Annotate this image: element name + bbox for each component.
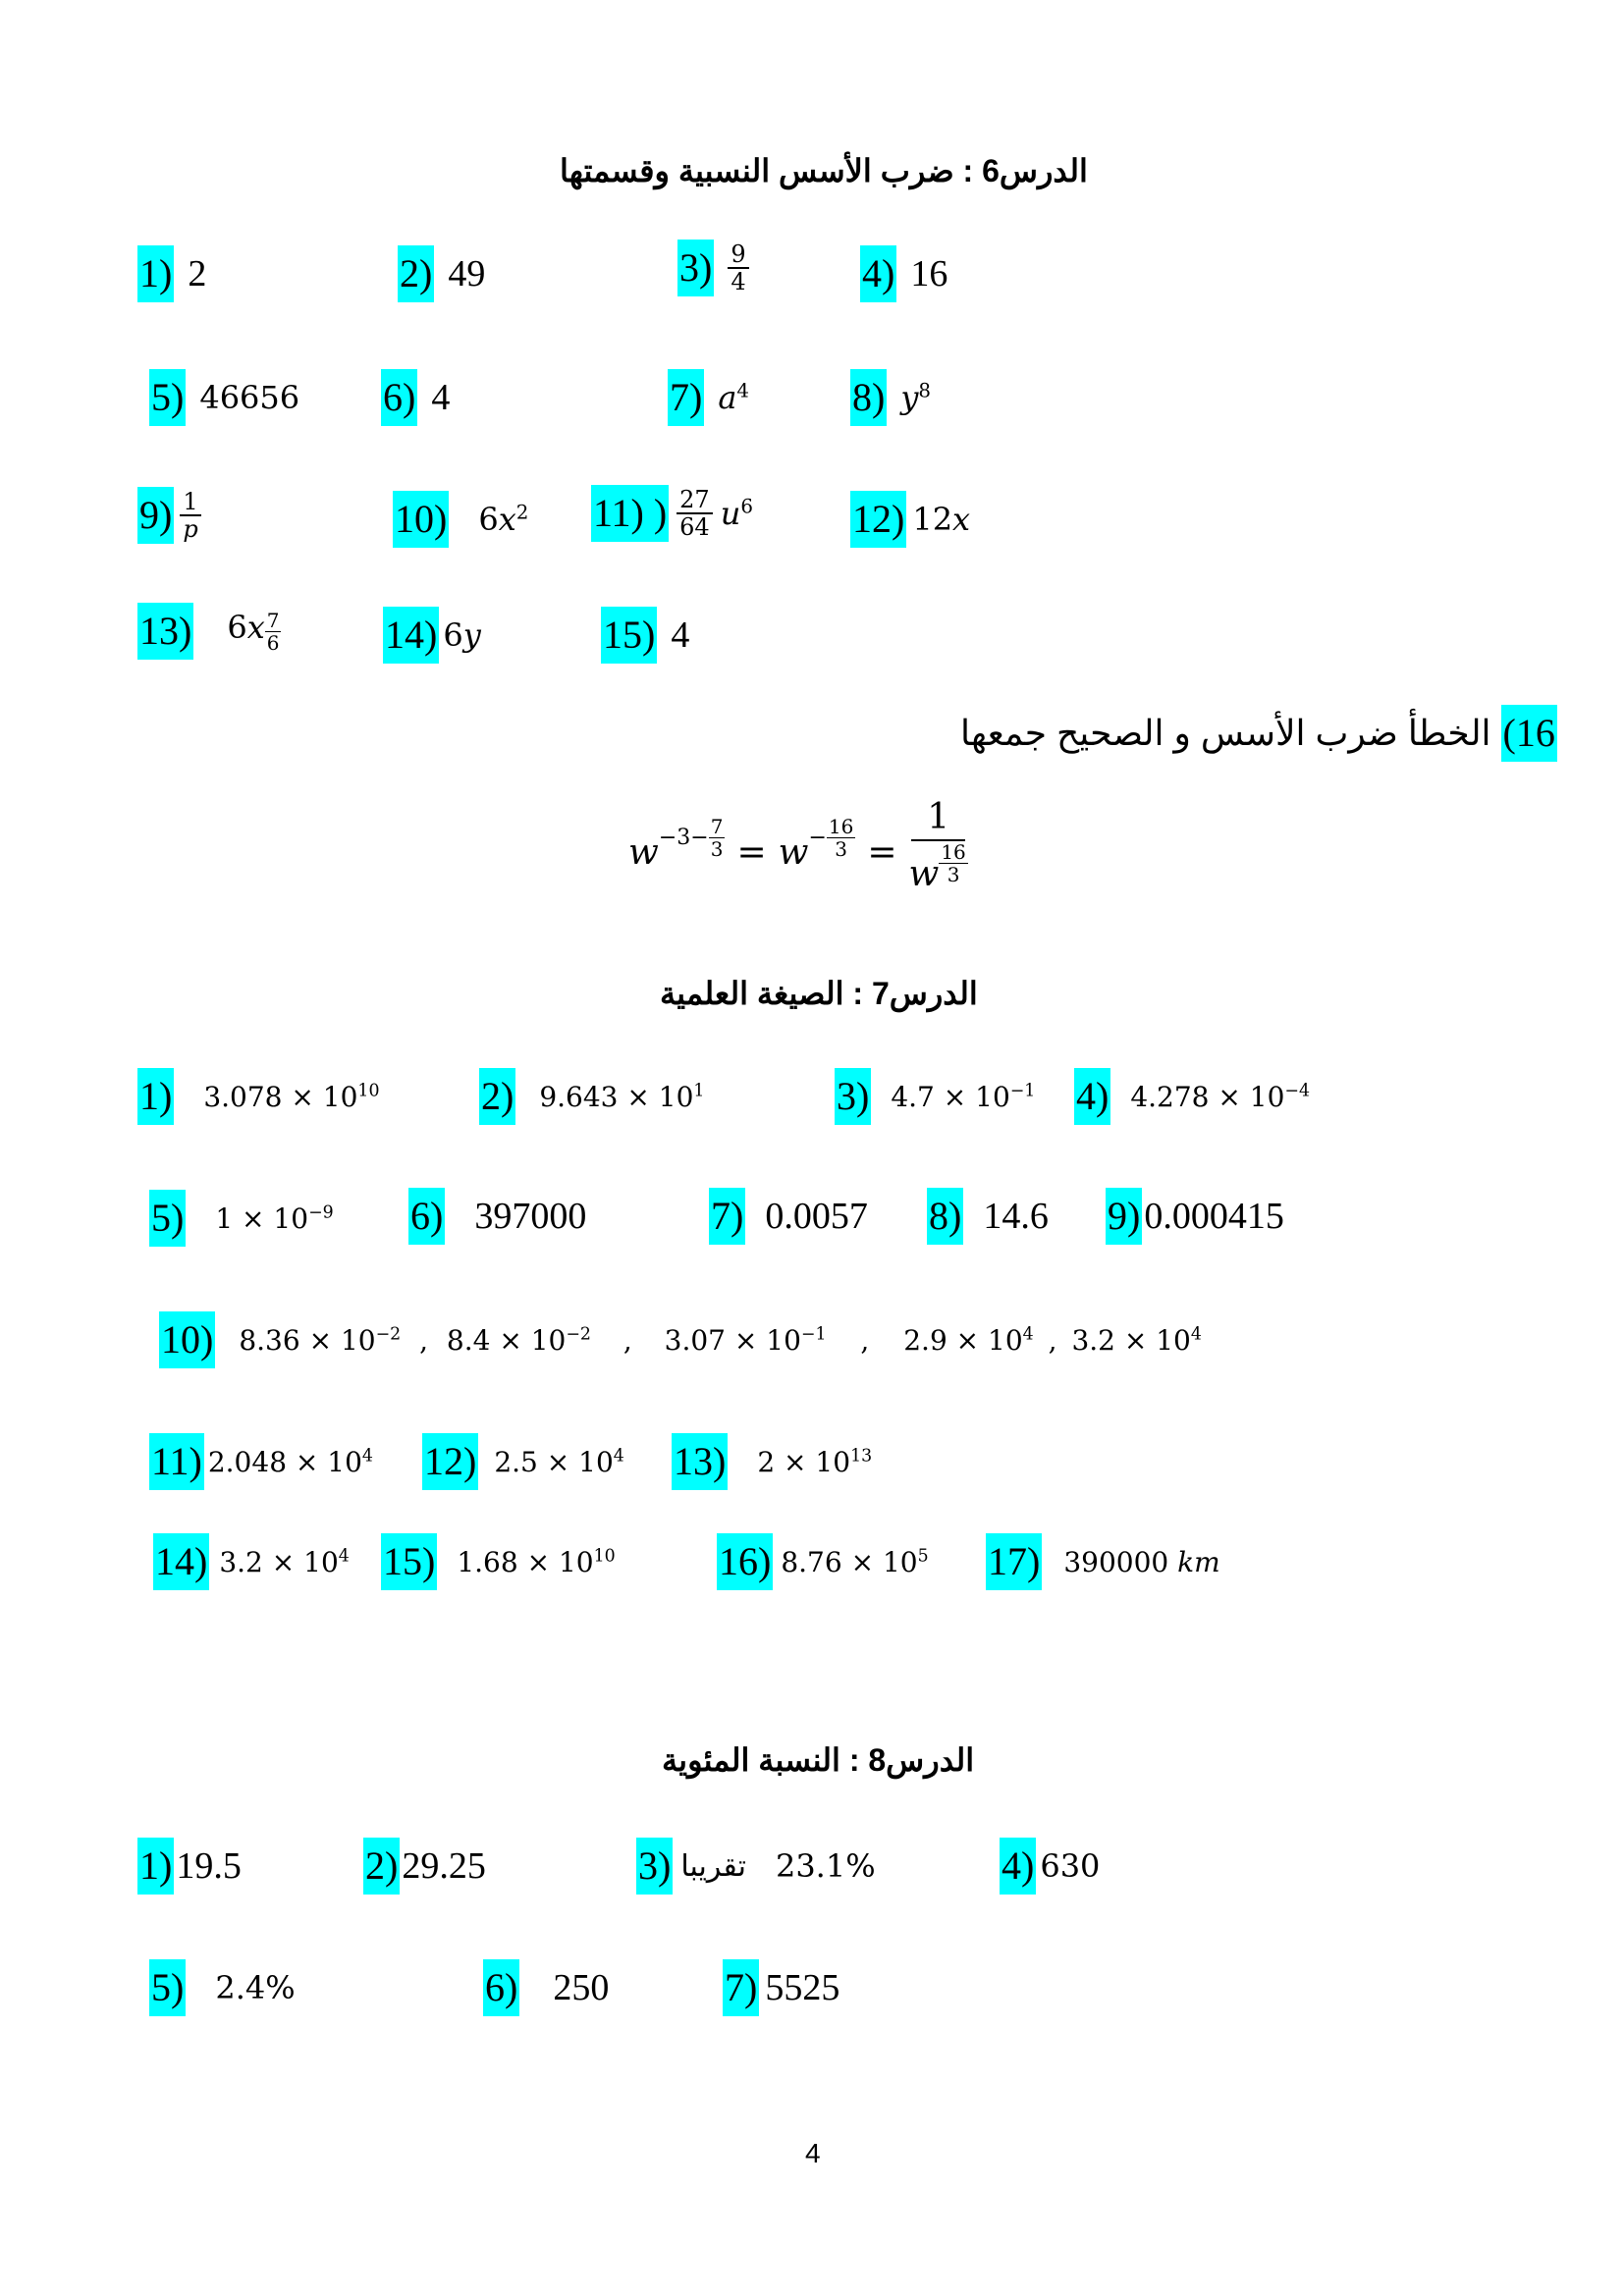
l6-item-14	[383, 607, 481, 664]
l8-item-3	[636, 1838, 876, 1895]
exponent: 13	[850, 1446, 873, 1467]
list-entry: $8.36 \times 10^{-2}$	[239, 1323, 402, 1357]
answer: 0.000415	[1144, 1196, 1284, 1237]
answer	[208, 1446, 373, 1478]
base: 10	[658, 1080, 694, 1113]
fraction	[728, 241, 748, 294]
l8-item-5	[149, 1959, 296, 2016]
item-number: 10)	[159, 1311, 215, 1368]
l7-item-2	[479, 1068, 704, 1125]
answer: 4	[431, 377, 451, 418]
base: 10	[815, 1445, 851, 1478]
item-number: 7)	[709, 1188, 745, 1245]
item-number: 5)	[149, 369, 186, 426]
item-number: 2)	[479, 1068, 515, 1125]
coefficient: 6	[443, 616, 463, 654]
base: x	[498, 501, 516, 538]
answer	[478, 501, 528, 538]
answer: 46656	[199, 379, 300, 416]
l8-item-2	[363, 1838, 486, 1895]
l7-item-5	[149, 1190, 334, 1247]
exponent-fraction	[265, 610, 282, 654]
numerator: 16	[941, 840, 966, 864]
numerator: 7	[710, 814, 724, 838]
coefficient: 6	[227, 609, 247, 647]
numerator: 1	[180, 489, 200, 516]
l6-item-13	[137, 603, 281, 660]
l7-item-4	[1074, 1068, 1310, 1125]
reciprocal-fraction	[909, 797, 968, 907]
item-number: 14)	[153, 1533, 209, 1590]
lesson8-title: الدرس8 : النسبة المئوية	[662, 1742, 975, 1778]
base: 10	[975, 1080, 1010, 1113]
answer: 250	[553, 1967, 610, 2008]
answer	[1130, 1081, 1310, 1113]
mantissa: 9.643 ×	[539, 1080, 650, 1113]
item-number: 6)	[381, 369, 417, 426]
l7-item-16	[717, 1533, 929, 1590]
mantissa: 8.76 ×	[781, 1545, 875, 1578]
exponent: 4	[361, 1446, 373, 1467]
exponent: 4	[613, 1446, 624, 1467]
mantissa: 1.68 ×	[457, 1545, 551, 1578]
lesson7-title: الدرس7 : الصيغة العلمية	[660, 976, 978, 1011]
l7-item-13	[672, 1433, 872, 1490]
mantissa: 1 ×	[215, 1201, 265, 1235]
item-number: 1)	[137, 1068, 174, 1125]
l6-item-7	[668, 369, 749, 426]
l8-item-4	[1000, 1838, 1100, 1895]
answer: 2	[188, 253, 207, 294]
answer: 16	[910, 253, 948, 294]
mantissa: 3.2 ×	[219, 1545, 296, 1578]
exponent-2	[808, 816, 855, 860]
answer	[718, 379, 749, 416]
denominator	[909, 841, 968, 907]
base-w: w	[908, 854, 940, 894]
item-number: 11) )	[591, 485, 669, 542]
item-number: 7)	[668, 369, 704, 426]
answer	[757, 1446, 872, 1478]
numerator: 1	[911, 797, 965, 841]
exponent-fraction-1	[709, 816, 726, 860]
item-number: 16)	[717, 1533, 773, 1590]
numerator: 9	[728, 241, 748, 269]
item-number: 3)	[677, 240, 714, 296]
fraction	[677, 487, 713, 540]
item-number: 8)	[850, 369, 887, 426]
denominator: 3	[835, 836, 847, 861]
base: u	[720, 495, 741, 532]
l7-item-11	[149, 1433, 373, 1490]
approx-label: تقريبا	[680, 1848, 746, 1884]
answer: 4	[671, 614, 690, 656]
base: x	[952, 501, 971, 538]
l8-item-6	[483, 1959, 609, 2016]
numerator: 27	[677, 487, 713, 514]
item-number: 8)	[927, 1188, 963, 1245]
l6-item-16	[960, 705, 1557, 762]
base-w: w	[628, 831, 659, 873]
l7-item-8	[927, 1188, 1049, 1245]
item-number: 7)	[723, 1959, 759, 2016]
answer: 14.6	[983, 1196, 1049, 1237]
exponent: 4	[736, 379, 750, 402]
lesson6-title: الدرس6 : ضرب الأسس النسبية وقسمتها	[560, 153, 1088, 188]
exponent: 8	[918, 379, 932, 402]
l6-item-10	[393, 491, 528, 548]
answer	[539, 1081, 704, 1113]
fraction	[180, 489, 200, 542]
item-number: 2)	[363, 1838, 400, 1895]
value: 390000	[1063, 1545, 1169, 1578]
answer	[219, 1546, 349, 1578]
l7-item-1	[137, 1068, 380, 1125]
base: 10	[327, 1445, 362, 1478]
exponent: −1	[1009, 1081, 1036, 1101]
coefficient: 12	[912, 501, 953, 538]
answer	[443, 616, 480, 654]
base: 10	[322, 1080, 358, 1113]
item-number: 2)	[398, 245, 434, 302]
l6-item-6	[381, 369, 450, 426]
list-entry: $3.2 \times 10^4$	[1071, 1323, 1202, 1357]
base: y	[900, 379, 919, 416]
denominator: p	[183, 515, 198, 543]
answer: 397000	[474, 1196, 587, 1237]
mantissa: 3.078 ×	[203, 1080, 314, 1113]
l7-item-3	[835, 1068, 1035, 1125]
item-number: 15)	[601, 607, 657, 664]
numerator: 16	[828, 814, 854, 838]
exponent-prefix: −3−	[658, 825, 709, 850]
base: 10	[578, 1445, 614, 1478]
unit: km	[1177, 1545, 1220, 1578]
separator: ,	[623, 1323, 632, 1357]
numerator: 7	[266, 608, 280, 632]
answer	[900, 379, 931, 416]
exponent: 5	[917, 1546, 929, 1567]
base-w: w	[778, 831, 809, 873]
answer: 19.5	[176, 1845, 242, 1887]
l7-item-9	[1106, 1188, 1284, 1245]
l6-item-3	[677, 240, 749, 296]
item-number: 3)	[835, 1068, 871, 1125]
exponent: 1	[693, 1081, 705, 1101]
answer-list	[239, 1324, 1202, 1357]
item-number: 4)	[1074, 1068, 1110, 1125]
answer	[203, 1081, 379, 1113]
l6-item-4	[860, 245, 947, 302]
answer	[912, 501, 970, 538]
exponent: 10	[357, 1081, 380, 1101]
answer	[494, 1446, 623, 1478]
item-number: 4)	[1000, 1838, 1036, 1895]
item-number: 12)	[422, 1433, 478, 1490]
mantissa: 2.5 ×	[494, 1445, 570, 1478]
base: 10	[558, 1545, 594, 1578]
exponent: 4	[338, 1546, 350, 1567]
item-number: 3)	[636, 1838, 673, 1895]
list-entry: $2.9 \times 10^4$	[903, 1323, 1034, 1357]
coefficient: 6	[478, 501, 499, 538]
answer: 29.25	[402, 1845, 486, 1887]
mantissa: 4.7 ×	[891, 1080, 967, 1113]
l7-item-6	[408, 1188, 586, 1245]
separator: ,	[860, 1323, 870, 1357]
base: a	[718, 379, 737, 416]
item-number: 16)	[1501, 705, 1557, 762]
l7-item-12	[422, 1433, 624, 1490]
item-number: 1)	[137, 245, 174, 302]
l6-item-5	[149, 369, 299, 426]
answer	[215, 1202, 333, 1235]
separator: ,	[419, 1323, 428, 1357]
item-number: 15)	[381, 1533, 437, 1590]
item-number: 9)	[137, 487, 174, 544]
item-number: 12)	[850, 491, 906, 548]
item-number: 1)	[137, 1838, 174, 1895]
l6-item-2	[398, 245, 485, 302]
denominator: 4	[731, 268, 746, 295]
answer: 49	[448, 253, 486, 294]
exponent: −4	[1284, 1081, 1310, 1101]
l7-item-14	[153, 1533, 350, 1590]
item-number: 11)	[149, 1433, 204, 1490]
mantissa: 4.278 ×	[1130, 1080, 1241, 1113]
separator: ,	[1048, 1323, 1057, 1357]
item-number: 4)	[860, 245, 896, 302]
base: 10	[273, 1201, 309, 1235]
denominator: 3	[710, 836, 724, 861]
item-number: 5)	[149, 1190, 186, 1247]
l6-item-11	[591, 485, 753, 542]
base: x	[246, 609, 265, 647]
equals-sign: =	[736, 831, 767, 873]
item-number: 9)	[1106, 1188, 1142, 1245]
answer	[891, 1081, 1035, 1113]
l6-item-1	[137, 245, 206, 302]
exponent: −9	[308, 1202, 334, 1223]
item-number: 17)	[986, 1533, 1042, 1590]
answer: 2.4%	[215, 1969, 296, 2006]
denominator: 3	[947, 863, 960, 886]
l7-item-10	[159, 1311, 1202, 1368]
item-number: 6)	[483, 1959, 519, 2016]
exponent: 10	[593, 1546, 616, 1567]
answer: 0.0057	[765, 1196, 868, 1237]
l7-item-7	[709, 1188, 868, 1245]
l8-item-7	[723, 1959, 839, 2016]
l6-item-15	[601, 607, 689, 664]
item-number: 10)	[393, 491, 449, 548]
page-number: 4	[805, 2138, 821, 2168]
mantissa: 2 ×	[757, 1445, 807, 1478]
l7-item-15	[381, 1533, 616, 1590]
exponent-1	[659, 816, 726, 860]
l6-item-8	[850, 369, 931, 426]
minus-sign: −	[808, 825, 827, 850]
exponent-fraction-3	[939, 841, 967, 885]
answer	[227, 609, 281, 653]
answer-term	[721, 495, 753, 532]
item-number: 5)	[149, 1959, 186, 2016]
base: 10	[303, 1545, 339, 1578]
answer	[457, 1546, 615, 1578]
l6-item-12	[850, 491, 970, 548]
item-number: 13)	[137, 603, 193, 660]
denominator: 64	[679, 513, 710, 541]
equals-sign: =	[867, 831, 897, 873]
l8-item-1	[137, 1838, 242, 1895]
exponent: 2	[515, 501, 529, 524]
answer: 630	[1040, 1847, 1101, 1885]
answer	[781, 1546, 928, 1578]
l6-item-9	[137, 487, 201, 544]
correction-equation	[628, 797, 968, 907]
answer: 23.1%	[775, 1847, 876, 1885]
base: 10	[1249, 1080, 1285, 1113]
base: y	[462, 616, 481, 654]
item-number: 14)	[383, 607, 439, 664]
list-entry: $3.07 \times 10^{-1}$	[664, 1323, 827, 1357]
item-number: 6)	[408, 1188, 445, 1245]
base: 10	[882, 1545, 918, 1578]
answer	[1063, 1546, 1219, 1578]
mantissa: 2.048 ×	[207, 1445, 319, 1478]
answer: 5525	[765, 1967, 840, 2008]
exponent: 6	[740, 495, 753, 518]
l7-item-17	[986, 1533, 1220, 1590]
list-entry: $8.4 \times 10^{-2}$	[446, 1323, 591, 1357]
correction-statement: الخطأ ضرب الأسس و الصحيح جمعها	[960, 713, 1491, 753]
denominator: 6	[266, 630, 280, 655]
item-number: 13)	[672, 1433, 728, 1490]
exponent-fraction-2	[827, 816, 855, 860]
